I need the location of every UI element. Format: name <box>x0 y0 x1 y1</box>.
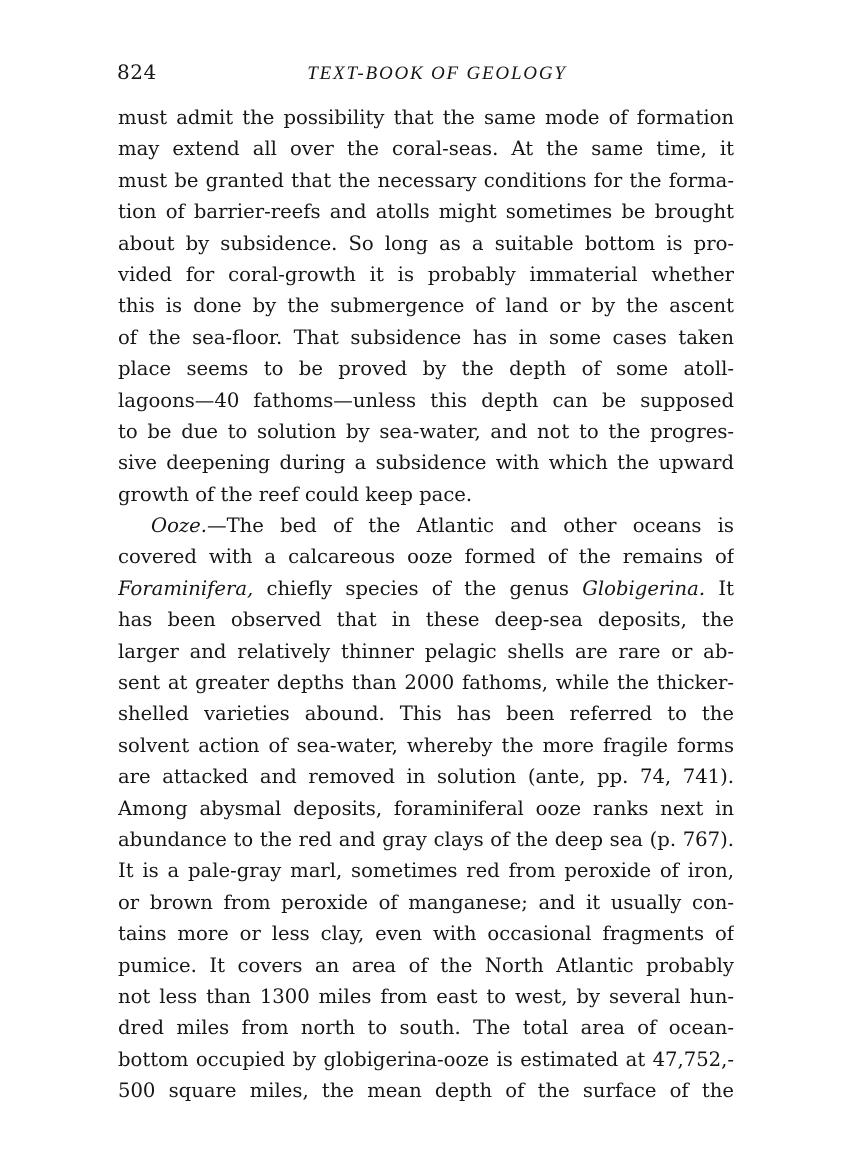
text-line <box>118 102 734 133</box>
text-segment: covered with a calcareous ooze formed of the remains of <box>118 545 734 569</box>
text-line <box>118 761 734 792</box>
text-line <box>118 385 734 416</box>
text-line <box>118 824 734 855</box>
italic-text: Foraminifera, <box>118 576 254 600</box>
text-line <box>118 165 734 196</box>
text-line <box>118 479 734 510</box>
text-segment: abundance to the red and gray clays of the deep sea (p. 767). <box>118 827 734 851</box>
text-line <box>118 1075 734 1106</box>
text-line <box>118 353 734 384</box>
text-segment: dred miles from north to south. The total area of ocean- <box>118 1016 734 1040</box>
text-segment: lagoons—40 fathoms—unless this depth can be supposed <box>118 388 734 412</box>
text-segment: sent at greater depths than 2000 fathoms, while the thicker- <box>118 671 734 695</box>
text-line <box>118 981 734 1012</box>
text-segment: pumice. It covers an area of the North Atlantic probably <box>118 953 734 977</box>
text-segment: or brown from peroxide of manganese; and it usually con- <box>118 890 734 914</box>
text-segment: tion of barrier-reefs and atolls might sometimes be brought <box>118 200 734 224</box>
text-line <box>118 698 734 729</box>
text-line <box>118 133 734 164</box>
text-line <box>118 259 734 290</box>
text-segment: solvent action of sea-water, whereby the more fragile forms <box>118 733 734 757</box>
text-line <box>118 573 734 604</box>
text-segment: —The bed of the Atlantic and other oceans is <box>207 514 734 538</box>
text-segment: shelled varieties abound. This has been referred to the <box>118 702 734 726</box>
text-segment: of the sea-floor. That subsidence has in some cases taken <box>118 325 734 349</box>
text-segment: tains more or less clay, even with occasional fragments of <box>118 922 734 946</box>
italic-text: Globigerina. <box>582 576 706 600</box>
text-line <box>118 793 734 824</box>
text-segment: chiefly species of the genus <box>253 576 583 600</box>
text-segment: this is done by the submergence of land or by the ascent <box>118 294 734 318</box>
text-line <box>118 855 734 886</box>
text-line <box>118 1012 734 1043</box>
text-line <box>118 322 734 353</box>
text-segment: It <box>705 576 734 600</box>
text-line <box>118 636 734 667</box>
text-line <box>118 510 734 541</box>
text-line <box>118 447 734 478</box>
page-number: 824 <box>117 60 157 84</box>
text-line <box>118 667 734 698</box>
text-line <box>118 604 734 635</box>
text-line <box>118 918 734 949</box>
text-line <box>118 290 734 321</box>
text-segment: must admit the possibility that the same mode of formation <box>118 106 734 129</box>
text-line <box>118 1044 734 1075</box>
text-line <box>118 950 734 981</box>
text-segment: must be granted that the necessary conditions for the forma- <box>118 168 734 192</box>
running-head: TEXT-BOOK OF GEOLOGY <box>307 63 567 84</box>
text-segment: may extend all over the coral-seas. At the same time, it <box>118 137 734 161</box>
text-line <box>118 196 734 227</box>
text-line <box>118 887 734 918</box>
text-line <box>118 541 734 572</box>
text-segment: not less than 1300 miles from east to west, by several hun- <box>118 984 734 1008</box>
text-segment: sive deepening during a subsidence with which the upward <box>118 451 734 475</box>
text-segment: larger and relatively thinner pelagic shells are rare or ab- <box>118 639 734 663</box>
text-segment: growth of the reef could keep pace. <box>118 482 473 506</box>
text-segment: 500 square miles, the mean depth of the surface of the <box>118 1079 734 1103</box>
text-line <box>118 416 734 447</box>
text-segment: Among abysmal deposits, foraminiferal ooze ranks next in <box>118 796 734 820</box>
text-segment: about by subsidence. So long as a suitable bottom is pro- <box>118 231 734 255</box>
text-line <box>118 228 734 259</box>
text-segment: bottom occupied by globigerina-ooze is estimated at 47,752,- <box>118 1047 734 1071</box>
text-segment: It is a pale-gray marl, sometimes red from peroxide of iron, <box>118 859 734 883</box>
text-segment: vided for coral-growth it is probably immaterial whether <box>118 262 734 286</box>
text-segment: to be due to solution by sea-water, and not to the progres- <box>118 419 734 443</box>
text-segment: place seems to be proved by the depth of some atoll- <box>118 357 734 381</box>
text-segment: are attacked and removed in solution (ante, pp. 74, 741). <box>118 765 734 789</box>
text-line <box>118 730 734 761</box>
text-segment: has been observed that in these deep-sea deposits, the <box>118 608 734 632</box>
body-text <box>118 102 734 1107</box>
italic-text: Ooze. <box>151 514 208 538</box>
